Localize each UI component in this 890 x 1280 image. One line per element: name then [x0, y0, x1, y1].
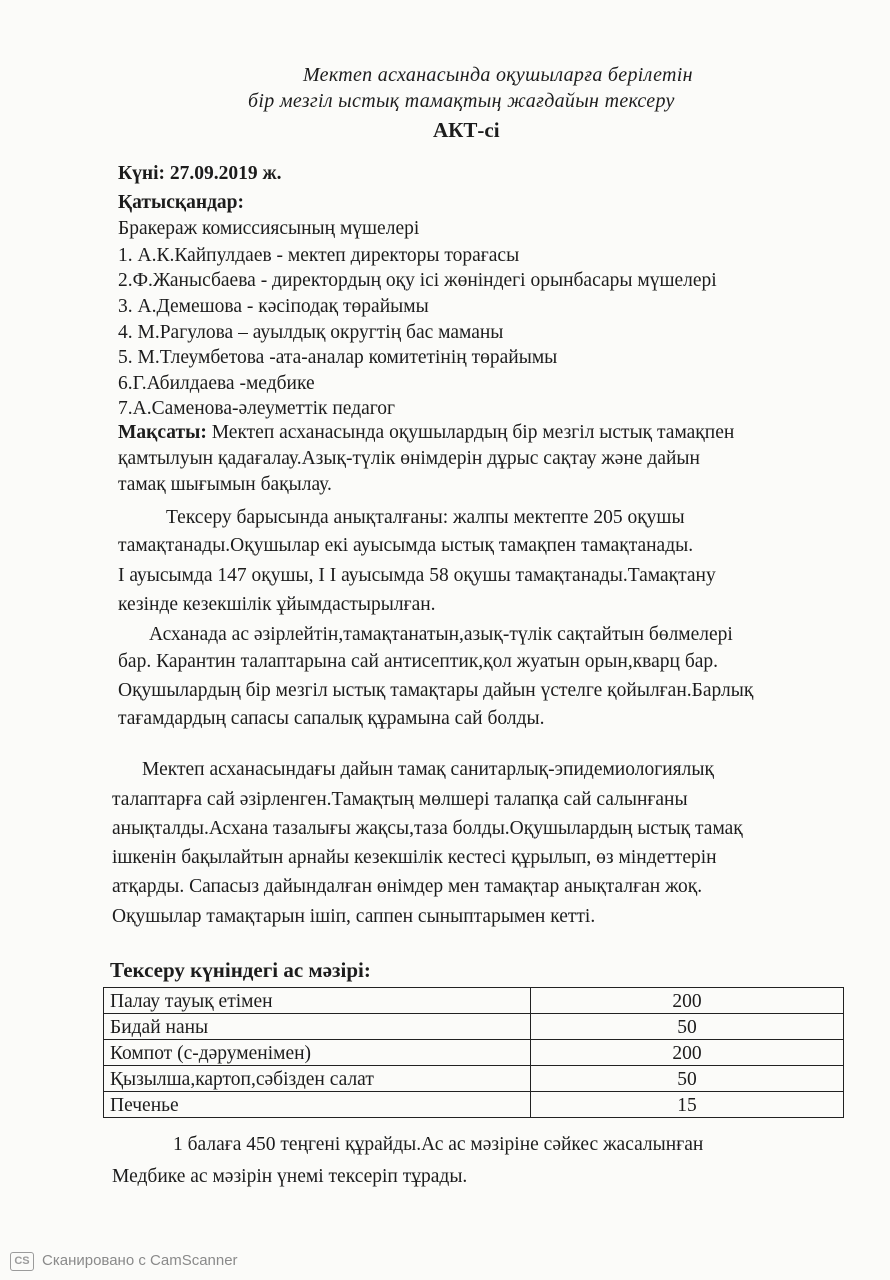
menu-item-name: Бидай наны	[104, 1014, 531, 1040]
table-row	[104, 1092, 844, 1118]
menu-item-name: Компот (с-дәруменімен)	[104, 1040, 531, 1066]
menu-item-amount: 50	[531, 1066, 844, 1092]
paragraph-3-line: анықталды.Асхана тазалығы жақсы,таза болды.Оқушылардың ыстық тамақ	[112, 818, 743, 839]
paragraph-1-line: тамақтанады.Оқушылар екі ауысымда ыстық тамақпен тамақтанады.	[118, 535, 694, 556]
paragraph-3-line: атқарды. Сапасыз дайындалған өнімдер мен тамақтар анықталған жоқ.	[112, 876, 703, 897]
participants-heading: Қатысқандар:	[118, 192, 245, 213]
scanner-footer	[0, 1243, 890, 1280]
participant-item: 4. М.Рагулова – ауылдық округтің бас маманы	[118, 322, 504, 343]
menu-item-name: Қызылша,картоп,сәбізден салат	[104, 1066, 531, 1092]
paragraph-3-line: ішкенін бақылайтын арнайы кезекшілік кестесі құрылып, өз міндеттерін	[112, 847, 717, 868]
closing-line-1: 1 балаға 450 теңгені құрайды.Ас ас мәзіріне сәйкес жасалынған	[173, 1134, 704, 1155]
participant-item: 1. А.К.Кайпулдаев - мектеп директоры торағасы	[118, 245, 520, 266]
participant-item: 3. А.Демешова - кәсіподақ төрайымы	[118, 296, 429, 317]
paragraph-2-line: бар. Карантин талаптарына сай антисептик,қол жуатын орын,кварц бар.	[118, 651, 719, 672]
table-row	[104, 988, 844, 1014]
purpose-line-1	[118, 422, 734, 444]
title-line-2: бір мезгіл ыстық тамақтың жағдайын тексеру	[248, 90, 675, 112]
title-line-1: Мектеп асханасында оқушыларға берілетін	[303, 64, 693, 86]
closing-line-2: Медбике ас мәзірін үнемі тексеріп тұрады.	[112, 1166, 468, 1187]
table-row	[104, 1040, 844, 1066]
table-row	[104, 1014, 844, 1040]
camscanner-logo-icon: CS	[10, 1252, 34, 1271]
paragraph-3-line: Мектеп асханасындағы дайын тамақ санитарлық-эпидемиологиялық	[142, 759, 714, 780]
paragraph-1-line: кезінде кезекшілік ұйымдастырылған.	[118, 594, 436, 615]
paragraph-3-line: Оқушылар тамақтарын ішіп, саппен сыныптарымен кетті.	[112, 906, 596, 927]
purpose-line-2: қамтылуын қадағалау.Азық-түлік өнімдерін дұрыс сақтау және дайын	[118, 448, 700, 469]
title-act: АКТ-сі	[433, 118, 500, 142]
paragraph-2-line: тағамдардың сапасы сапалық құрамына сай болды.	[118, 708, 545, 729]
paragraph-2-line: Асханада ас әзірлейтін,тамақтанатын,азық-түлік сақтайтын бөлмелері	[149, 624, 733, 645]
table-row	[104, 1066, 844, 1092]
purpose-label: Мақсаты:	[118, 422, 207, 443]
participant-item: 5. М.Тлеумбетова -ата-аналар комитетінің төрайымы	[118, 347, 558, 368]
menu-item-amount: 200	[531, 1040, 844, 1066]
menu-item-amount: 200	[531, 988, 844, 1014]
menu-item-name: Палау тауық етімен	[104, 988, 531, 1014]
paragraph-2-line: Оқушылардың бір мезгіл ыстық тамақтары дайын үстелге қойылған.Барлық	[118, 680, 754, 701]
menu-item-amount: 50	[531, 1014, 844, 1040]
menu-item-name: Печенье	[104, 1092, 531, 1118]
menu-heading: Тексеру күніндегі ас мәзірі:	[110, 958, 371, 982]
scanner-watermark-text: Сканировано с CamScanner	[42, 1252, 238, 1269]
participant-item: 2.Ф.Жанысбаева - директордың оқу ісі жөніндегі орынбасары мүшелері	[118, 270, 717, 291]
paragraph-1-line: I ауысымда 147 оқушы, I I ауысымда 58 оқушы тамақтанады.Тамақтану	[118, 565, 716, 586]
paragraph-1-line: Тексеру барысында анықталғаны: жалпы мектепте 205 оқушы	[166, 507, 685, 528]
menu-item-amount: 15	[531, 1092, 844, 1118]
participant-item: 7.А.Саменова-әлеуметтік педагог	[118, 398, 396, 419]
purpose-line-3: тамақ шығымын бақылау.	[118, 474, 332, 495]
participant-item: 6.Г.Абилдаева -медбике	[118, 373, 315, 394]
act-date: Күні: 27.09.2019 ж.	[118, 163, 282, 184]
commission-label: Бракераж комиссиясының мүшелері	[118, 218, 420, 239]
paragraph-3-line: талаптарға сай әзірленген.Тамақтың мөлшері талапқа сай салынғаны	[112, 789, 688, 810]
menu-table	[103, 987, 844, 1118]
purpose-text-1: Мектеп асханасында оқушылардың бір мезгіл ыстық тамақпен	[206, 422, 735, 443]
